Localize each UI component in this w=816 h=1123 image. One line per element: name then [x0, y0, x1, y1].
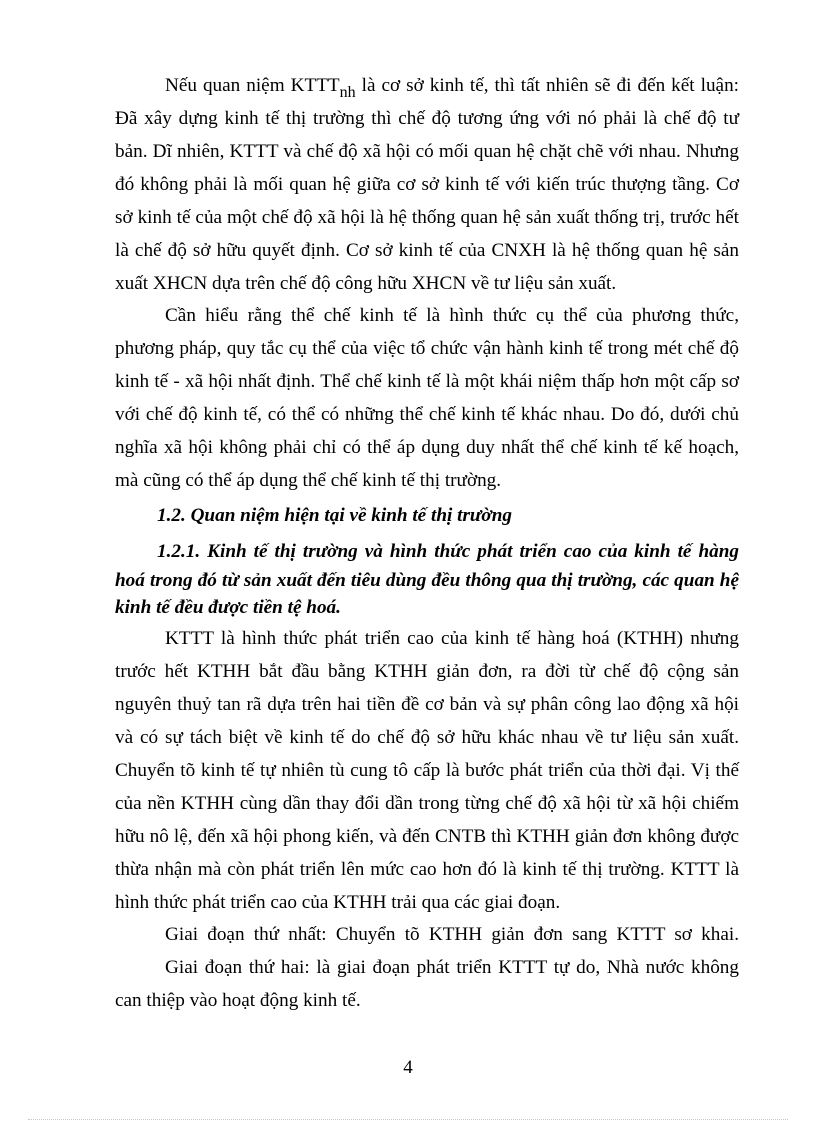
- paragraph-1-line-2: Đã xây dựng kinh tế thị trường thì chế độ tương ứng với nó phải là chế độ tư: [115, 108, 739, 129]
- paragraph-5-line-1: Giai đoạn thứ hai: là giai đoạn phát triển KTTT tự do, Nhà nước không: [165, 957, 739, 978]
- paragraph-2-line-5: nghĩa xã hội không phải chỉ có thể áp dụng duy nhất thể chế kinh tế kế hoạch,: [115, 437, 739, 458]
- subsection-heading-line-3: kinh tế đều được tiền tệ hoá.: [115, 597, 341, 618]
- paragraph-2-line-6: mà cũng có thể áp dụng thể chế kinh tế thị trường.: [115, 470, 502, 491]
- text-segment: là cơ sở kinh tế, thì tất nhiên sẽ đi đến kết luận:: [355, 75, 739, 96]
- paragraph-3-line-3: nguyên thuỷ tan rã dựa trên hai tiền đề cơ bản và sự phân công lao động xã hội: [115, 694, 739, 715]
- paragraph-3-line-4: và có sự tách biệt về kinh tế do chế độ sở hữu khác nhau về tư liệu sản xuất.: [115, 727, 739, 748]
- paragraph-1-line-6: là chế độ sở hữu quyết định. Cơ sở kinh tế của CNXH là hệ thống quan hệ sản: [115, 240, 739, 261]
- paragraph-3-line-1: KTTT là hình thức phát triển cao của kinh tế hàng hoá (KTHH) nhưng: [165, 628, 739, 649]
- paragraph-3-line-9: hình thức phát triển cao của KTHH trải qua các giai đoạn.: [115, 892, 561, 913]
- paragraph-2-line-2: phương pháp, quy tắc cụ thể của việc tổ chức vận hành kinh tế trong mét chế độ: [115, 338, 739, 359]
- paragraph-2-line-1: Cần hiểu rằng thể chế kinh tế là hình thức cụ thể của phương thức,: [165, 305, 739, 326]
- paragraph-3-line-8: thừa nhận mà còn phát triển lên mức cao hơn đó là kinh tế thị trường. KTTT là: [115, 859, 739, 880]
- paragraph-1-line-7: xuất XHCN dựa trên chế độ công hữu XHCN về tư liệu sản xuất.: [115, 273, 617, 294]
- subscript: nh: [339, 84, 356, 101]
- paragraph-3-line-2: trước hết KTHH bắt đầu bằng KTHH giản đơn, ra đời từ chế độ cộng sản: [115, 661, 739, 682]
- paragraph-1-line-1: [165, 75, 739, 101]
- paragraph-4: Giai đoạn thứ nhất: Chuyển tõ KTHH giản đơn sang KTTT sơ khai.: [165, 924, 739, 945]
- paragraph-2-line-3: kinh tế - xã hội nhất định. Thể chế kinh tế là một khái niệm thấp hơn một cấp sơ: [115, 371, 739, 392]
- subsection-heading-line-2: hoá trong đó từ sản xuất đến tiêu dùng đều thông qua thị trường, các quan hệ: [115, 570, 739, 591]
- section-heading-1-2: 1.2. Quan niệm hiện tại về kinh tế thị trường: [157, 505, 512, 526]
- text-segment: Nếu quan niệm KTTT: [165, 75, 340, 96]
- page-number: 4: [403, 1057, 413, 1078]
- paragraph-1-line-3: bản. Dĩ nhiên, KTTT và chế độ xã hội có mối quan hệ chặt chẽ với nhau. Nhưng: [115, 141, 739, 162]
- paragraph-1-line-4: đó không phải là mối quan hệ giữa cơ sở kinh tế với kiến trúc thượng tầng. Cơ: [115, 174, 739, 195]
- subsection-heading-line-1: 1.2.1. Kinh tế thị trường và hình thức phát triển cao của kinh tế hàng: [157, 541, 739, 562]
- paragraph-3-line-7: hữu nô lệ, đến xã hội phong kiến, và đến CNTB thì KTHH giản đơn không được: [115, 826, 739, 847]
- paragraph-3-line-6: của nền KTHH cùng dần thay đổi dần trong từng chế độ xã hội từ xã hội chiếm: [115, 793, 739, 814]
- paragraph-2-line-4: với chế độ kinh tế, có thể có những thể chế kinh tế khác nhau. Do đó, dưới chủ: [115, 404, 739, 425]
- paragraph-5-line-2: can thiệp vào hoạt động kinh tế.: [115, 990, 361, 1011]
- paragraph-1-line-5: sở kinh tế của một chế độ xã hội là hệ thống quan hệ sản xuất thống trị, trước hết: [115, 207, 739, 228]
- paragraph-3-line-5: Chuyển tõ kinh tế tự nhiên tù cung tô cấp là bước phát triển của thời đại. Vị thế: [115, 760, 739, 781]
- page-bottom-divider: [28, 1119, 788, 1120]
